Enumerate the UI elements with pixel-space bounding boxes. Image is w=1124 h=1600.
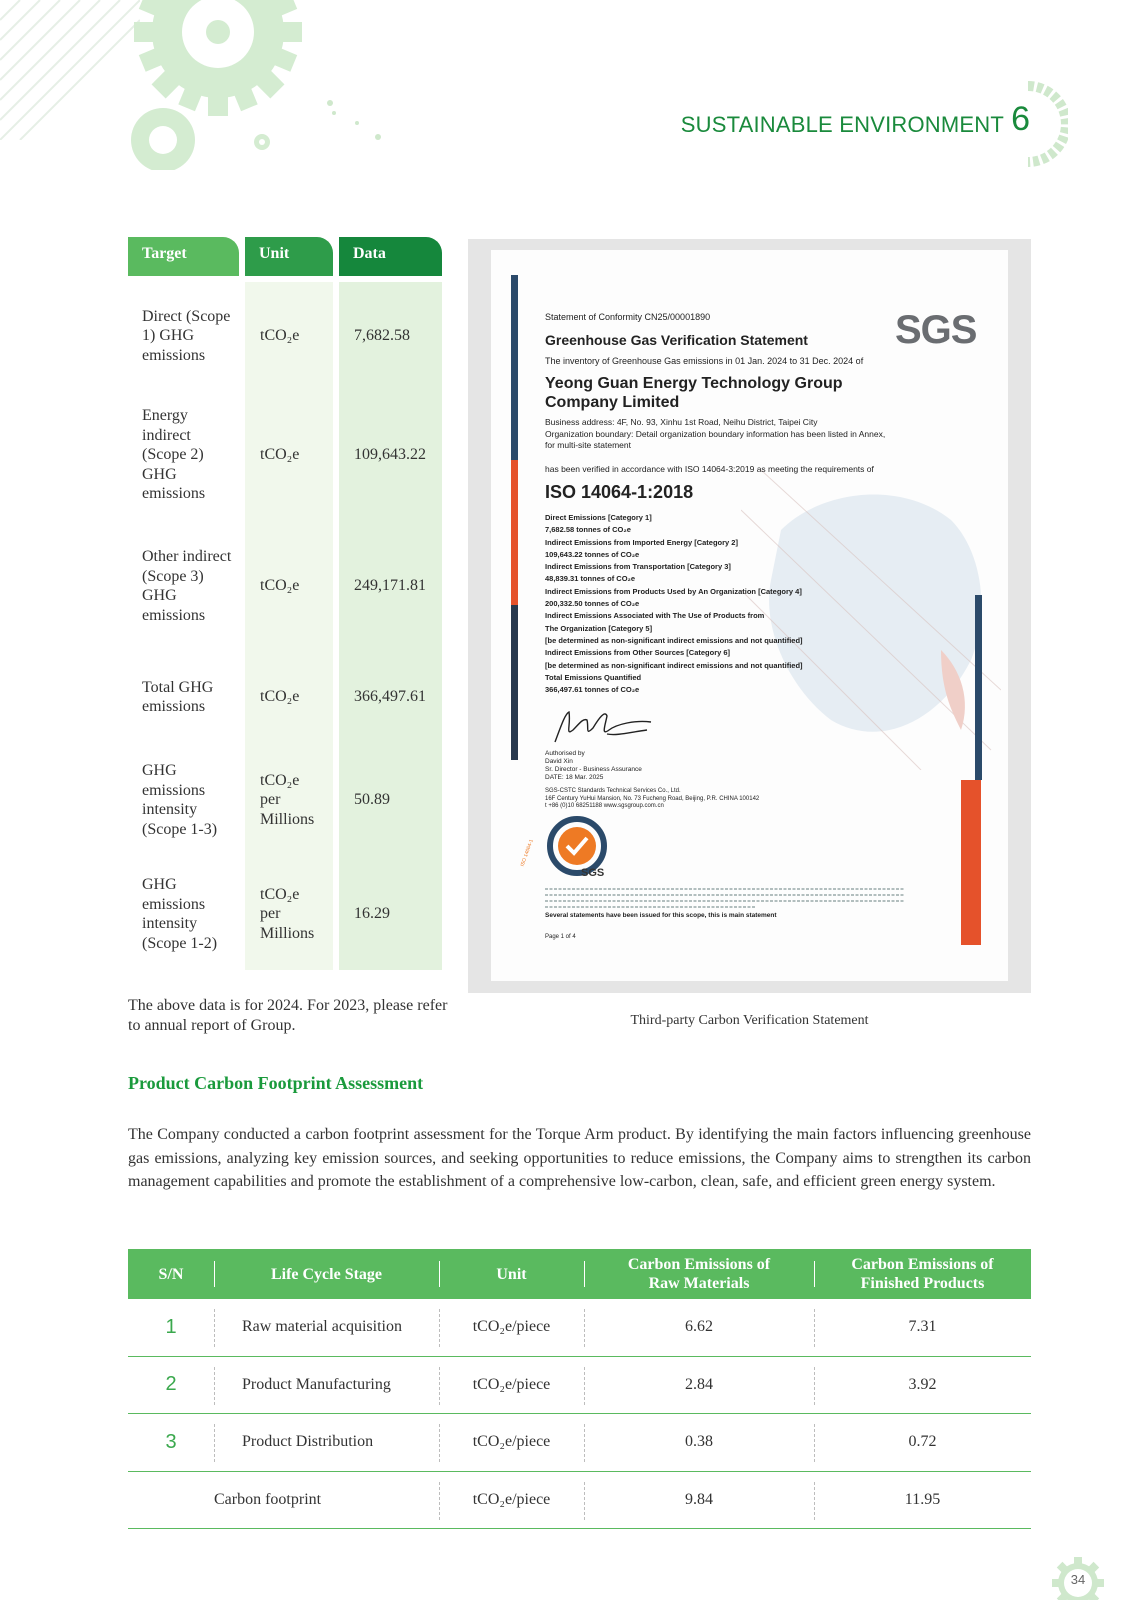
row-stage: Product Distribution	[214, 1414, 439, 1471]
iso-standard: ISO 14064-1:2018	[545, 482, 694, 502]
row-sn: 1	[165, 1315, 177, 1338]
header-unit: Unit	[439, 1249, 584, 1299]
authorised-block	[545, 750, 642, 782]
certificate-title: Greenhouse Gas Verification Statement	[545, 332, 808, 348]
unit-cell: tCO₂e per Millions	[260, 771, 315, 828]
emission-line: 200,332.50 tonnes of CO₂e	[545, 599, 640, 609]
header-sn: S/N	[158, 1265, 184, 1283]
data-cell: 249,171.81	[354, 577, 426, 595]
gear-decoration	[0, 0, 420, 170]
business-address: Business address: 4F, No. 93, Xinhu 1st Road, Neihu District, Taipei City	[545, 417, 818, 427]
emission-line: Indirect Emissions Associated with The Use of Products from	[545, 611, 765, 621]
target-cell: Direct (Scope 1) GHG emissions	[142, 307, 231, 364]
pcf-table	[128, 1249, 1031, 1529]
emission-line: 7,682.58 tonnes of CO₂e	[545, 525, 631, 535]
data-cell: 109,643.22	[354, 446, 426, 464]
pcf-paragraph: The Company conducted a carbon footprint assessment for the Torque Arm product. By identifying the main factors influencing greenhouse gas emissions, analyzing key emission sources, and seeking opportunities to reduce emissions, the Company aims to strengthen its carbon management capabilities and promote the establishment of a comprehensive low-carbon, clean, safe, and efficient green energy system.	[128, 1126, 1031, 1190]
emission-line: Indirect Emissions from Other Sources [Category 6]	[545, 648, 731, 658]
emission-line: Indirect Emissions from Transportation [Category 3]	[545, 562, 731, 572]
target-cell: Energy indirect (Scope 2) GHG emissions	[142, 407, 206, 503]
row-stage: Carbon footprint	[214, 1490, 322, 1508]
page-number: 34	[1070, 1572, 1086, 1587]
unit-column	[245, 282, 333, 970]
target-cell: Total GHG emissions	[142, 678, 214, 715]
emission-line: Total Emissions Quantified	[545, 672, 642, 682]
data-column	[339, 282, 442, 970]
row-raw: 0.38	[584, 1414, 814, 1471]
row-raw: 6.62	[584, 1299, 814, 1356]
target-cell: GHG emissions intensity (Scope 1-2)	[142, 876, 218, 952]
row-raw: 2.84	[584, 1357, 814, 1414]
table-row	[128, 1414, 1031, 1472]
row-unit: tCO₂e/piece	[439, 1414, 584, 1471]
pcf-table-header	[128, 1249, 1031, 1299]
organization-boundary: Organization boundary: Detail organization boundary information has been listed in Annex, for multi-site statement	[545, 429, 886, 450]
unit-cell: tCO₂e	[260, 577, 300, 595]
data-cell: 366,497.61	[354, 688, 426, 706]
statements-line: Several statements have been issued for this scope, this is main statement	[545, 912, 777, 919]
target-column	[128, 282, 239, 970]
header-target: Target	[128, 237, 239, 276]
header-raw: Carbon Emissions of Raw Materials	[584, 1249, 814, 1299]
orange-bar-right	[961, 780, 981, 945]
data-cell: 7,682.58	[354, 327, 410, 345]
emission-line: Indirect Emissions from Products Used by An Organization [Category 4]	[545, 586, 802, 596]
certificate-paper	[491, 250, 1008, 981]
orange-bar-left	[511, 460, 518, 605]
seal-sgs-label: SGS	[581, 867, 605, 879]
signature-icon	[547, 706, 657, 748]
emission-line: 109,643.22 tonnes of CO₂e	[545, 549, 640, 559]
total-row	[128, 1472, 1031, 1530]
blue-bar-right	[975, 595, 982, 780]
unit-cell: tCO₂e per Millions	[260, 885, 315, 942]
row-finished: 7.31	[814, 1299, 1031, 1356]
row-raw: 9.84	[584, 1472, 814, 1529]
emission-line: 366,497.61 tonnes of CO₂e	[545, 685, 640, 695]
target-cell: Other indirect (Scope 3) GHG emissions	[142, 548, 232, 624]
row-finished: 11.95	[814, 1472, 1031, 1529]
certificate-image	[468, 239, 1031, 993]
verified-line: has been verified in accordance with ISO 14064-3:2019 as meeting the requirements of	[545, 464, 874, 474]
ghg-table	[128, 237, 442, 970]
row-finished: 0.72	[814, 1414, 1031, 1471]
data-cell: 16.29	[354, 905, 390, 923]
row-stage: Product Manufacturing	[214, 1357, 439, 1414]
unit-cell: tCO₂e	[260, 446, 300, 464]
authorised-line: David Xin	[545, 758, 573, 765]
header-stage: Life Cycle Stage	[214, 1249, 439, 1299]
table-row	[128, 1357, 1031, 1415]
company-info-line: t +86 (0)10 68251188 www.sgsgroup.com.cn	[545, 803, 664, 809]
conformity-number: Statement of Conformity CN25/00001890	[545, 312, 711, 322]
pcf-section-title: Product Carbon Footprint Assessment	[128, 1073, 424, 1093]
seal-ring-text: ISO 14064-1	[519, 838, 535, 868]
row-sn-empty	[128, 1472, 214, 1529]
emission-line: [be determined as non-significant indirect emissions and not quantified]	[545, 635, 803, 645]
header-unit: Unit	[245, 237, 333, 276]
dark-bar-left	[511, 605, 518, 760]
company-info-block	[545, 788, 759, 811]
row-finished: 3.92	[814, 1357, 1031, 1414]
emission-line: [be determined as non-significant indirect emissions and not quantified]	[545, 660, 803, 670]
section-title: SUSTAINABLE ENVIRONMENT	[680, 112, 1004, 137]
certificate-page: Page 1 of 4	[545, 934, 576, 940]
chapter-number: 6	[1011, 100, 1030, 138]
target-cell: GHG emissions intensity (Scope 1-3)	[142, 762, 218, 838]
emission-line: The Organization [Category 5]	[545, 623, 653, 633]
ghg-table-header	[128, 237, 442, 276]
authorised-line: Sr. Director - Business Assurance	[545, 766, 642, 773]
header-finished: Carbon Emissions of Finished Products	[814, 1249, 1031, 1299]
ghg-table-note: The above data is for 2024. For 2023, please refer to annual report of Group.	[128, 997, 448, 1034]
row-sn: 2	[165, 1373, 177, 1396]
header-data: Data	[339, 237, 442, 276]
company-name: Yeong Guan Energy Technology Group Company Limited	[545, 375, 843, 411]
company-info-line: SGS-CSTC Standards Technical Services Co., Ltd.	[545, 788, 681, 794]
emission-line: Direct Emissions [Category 1]	[545, 513, 652, 522]
emission-line: 48,839.31 tonnes of CO₂e	[545, 574, 636, 584]
row-unit: tCO₂e/piece	[439, 1472, 584, 1529]
certificate-caption: Third-party Carbon Verification Statement	[630, 1013, 869, 1028]
unit-cell: tCO₂e	[260, 327, 300, 345]
sgs-logo: SGS	[895, 308, 977, 352]
row-stage: Raw material acquisition	[214, 1299, 439, 1356]
row-sn: 3	[165, 1430, 177, 1453]
authorised-line: DATE: 18 Mar. 2025	[545, 774, 604, 781]
fine-print	[545, 886, 905, 912]
company-info-line: 16F Century YuHui Mansion, No. 73 Fucheng Road, Beijing, P.R. CHINA 100142	[545, 795, 760, 802]
blue-bar-left	[511, 275, 518, 460]
authorised-line: Authorised by	[545, 750, 585, 757]
row-unit: tCO₂e/piece	[439, 1357, 584, 1414]
emission-line: Indirect Emissions from Imported Energy [Category 2]	[545, 537, 738, 547]
data-cell: 50.89	[354, 791, 390, 809]
emission-lines	[545, 512, 803, 696]
row-unit: tCO₂e/piece	[439, 1299, 584, 1356]
inventory-line: The inventory of Greenhouse Gas emissions in 01 Jan. 2024 to 31 Dec. 2024 of	[545, 356, 864, 366]
table-row	[128, 1299, 1031, 1357]
unit-cell: tCO₂e	[260, 688, 300, 706]
